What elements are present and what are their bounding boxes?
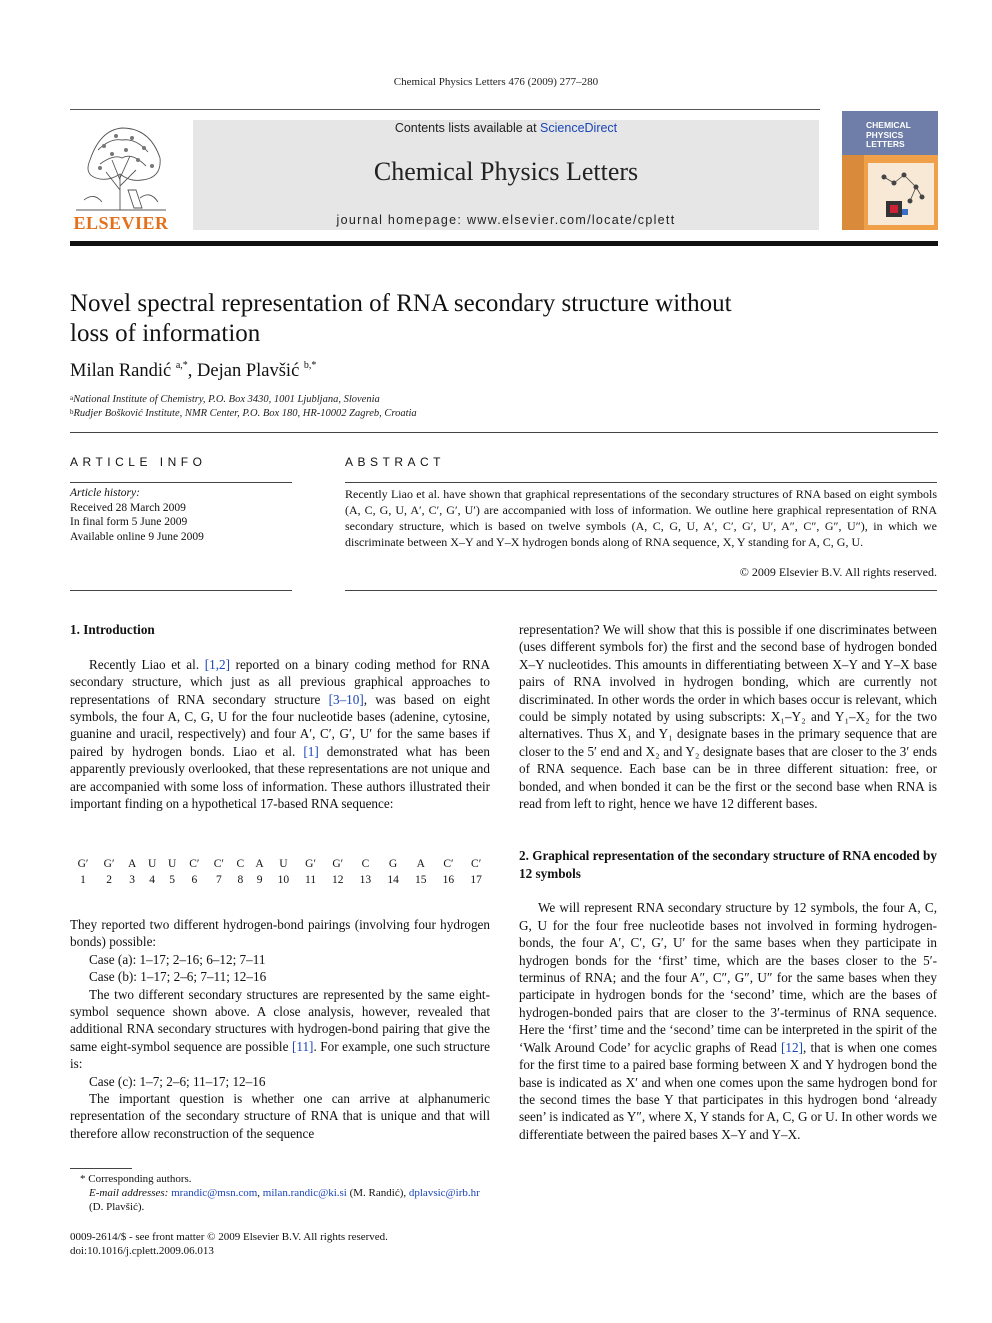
sequence-symbol: U <box>279 858 288 870</box>
doi-line[interactable]: doi:10.1016/j.cplett.2009.06.013 <box>70 1245 214 1257</box>
sequence-position: 14 <box>387 874 399 886</box>
ref-link-11[interactable]: [11] <box>291 1038 314 1054</box>
cover-title <box>866 121 911 150</box>
contents-prefix: Contents lists available at <box>394 121 541 135</box>
contents-line <box>193 121 819 135</box>
affil-a-mark: a <box>70 394 74 402</box>
affiliation-a <box>70 394 380 405</box>
intro-column-bottom <box>70 916 490 1142</box>
sequence-symbol: C′ <box>443 858 454 870</box>
ref-link-3-10[interactable]: [3–10] <box>328 691 364 707</box>
email-separator: , <box>257 1187 263 1199</box>
sequence-symbol: U <box>167 858 177 870</box>
sequence-symbol: C <box>236 858 245 870</box>
article-info-rule-top <box>70 482 292 483</box>
ref-link-1-2[interactable]: [1,2] <box>204 656 230 672</box>
sequence-symbol-row <box>70 856 490 872</box>
affil-a-text: National Institute of Chemistry, P.O. Box 3430, 1001 Ljubljana, Slovenia <box>73 394 380 405</box>
sequence-symbol: A <box>255 858 264 870</box>
sequence-position: 8 <box>237 874 244 886</box>
authors <box>70 361 316 382</box>
abstract-rule-top <box>345 482 937 483</box>
ref-link-1[interactable]: [1] <box>303 743 319 759</box>
sequence-symbol: G′ <box>77 858 89 870</box>
title-line-2: loss of information <box>70 320 261 347</box>
history-label: Article history: <box>70 487 140 499</box>
journal-reference: Chemical Physics Letters 476 (2009) 277–280 <box>393 76 599 88</box>
sequence-position: 4 <box>149 874 155 886</box>
sequence-symbol: G′ <box>332 858 344 870</box>
author-2[interactable]: Dejan Plavšić <box>197 361 300 381</box>
footnote-corresponding: Corresponding authors. <box>88 1173 192 1185</box>
intro-paragraph-2: They reported two different hydrogen-bond pairings (involving four hydrogen bonds) possible: <box>70 917 490 950</box>
top-rule <box>70 109 820 110</box>
cover-line-1: CHEMICAL <box>866 120 911 130</box>
sequence-symbol: G <box>388 858 398 870</box>
right-column <box>519 621 937 1143</box>
intro-p3-part-a: The two different secondary structures are represented by the same eight-symbol sequence shown above. A close analysis, however, revealed that additional RNA secondary structures with hydrogen-bond pairing that give the same eight-symbol sequence are possible <box>70 986 490 1054</box>
footnote-rule <box>70 1168 132 1169</box>
sequence-position: 10 <box>277 874 290 886</box>
intro-p1-part-b: reported on a binary coding method for RNA secondary structure, which just as all previous graphical approaches to representations of RNA secondary structure <box>70 656 490 707</box>
journal-homepage[interactable]: journal homepage: www.elsevier.com/locate/cplett <box>336 213 676 227</box>
case-b: Case (b): 1–17; 2–6; 7–11; 12–16 <box>89 969 267 985</box>
intro-paragraph-4: The important question is whether one can arrive at alphanumeric representation of the secondary structure of RNA that is unique and that will therefore allow reconstruction of the sequence <box>70 1091 490 1141</box>
article-info-heading: ARTICLE INFO <box>70 455 207 469</box>
bottom-info <box>70 1230 388 1258</box>
cover-illustration-icon <box>872 167 932 223</box>
sequence-number-row <box>70 872 490 888</box>
sequence-position: 1 <box>80 874 86 886</box>
affil-b-text: Rudjer Bošković Institute, NMR Center, P.O. Box 180, HR-10002 Zagreb, Croatia <box>73 408 417 419</box>
sequence-symbol: U <box>147 858 157 870</box>
section-2-part-a: We will represent RNA secondary structure by 12 symbols, the four A, C, G, U for the four free nucleotide bases not involved in forming hydrogen-bonds, the four A′, C′, G′, U′ for the same bases when they participate in hydrogen bonds for the ‘first’ time, which are the bases closer to the 5′-terminus of RNA; and the four A″, C″, G″, U″ for the same bases when they participate in hydrogen bonds for the ‘second’ time, which are the bases of hydrogen-bonded pairs that are closer to the 3′-terminus of RNA sequence. Here the ‘first’ time and the ‘second’ time can be interpreted in the spirit of the ‘Walk Around Code’ for acyclic graphs of Read <box>519 900 937 1055</box>
author-2-affil[interactable]: b,* <box>303 360 317 371</box>
sequence-symbol: C <box>361 858 370 870</box>
final-form-date: In final form 5 June 2009 <box>70 516 188 528</box>
email-label: E-mail addresses: <box>89 1187 169 1199</box>
footnote <box>70 1172 490 1214</box>
email-owner-1: (M. Randić), <box>346 1187 409 1199</box>
case-a: Case (a): 1–17; 2–16; 6–12; 7–11 <box>89 951 266 967</box>
ref-link-12[interactable]: [12] <box>781 1039 803 1055</box>
received-date: Received 28 March 2009 <box>70 501 186 514</box>
online-date: Available online 9 June 2009 <box>70 530 204 543</box>
header-divider <box>70 432 938 433</box>
rna-sequence-table <box>70 856 490 888</box>
sequence-symbol: C′ <box>213 858 224 870</box>
abstract-heading: ABSTRACT <box>345 455 446 469</box>
sequence-symbol: C′ <box>471 858 482 870</box>
sequence-position: 9 <box>256 874 263 886</box>
sequence-symbol: A <box>416 858 425 870</box>
intro-paragraph-3 <box>70 986 490 1073</box>
sequence-position: 11 <box>305 874 317 886</box>
cover-line-3: LETTERS <box>866 139 905 149</box>
author-separator: , <box>187 361 198 381</box>
author-1[interactable]: Milan Randić <box>70 361 172 381</box>
sequence-symbol: A <box>127 858 137 870</box>
author-1-affil[interactable]: a,* <box>175 360 188 371</box>
sequence-position: 12 <box>331 874 344 886</box>
case-c: Case (c): 1–7; 2–6; 11–17; 12–16 <box>89 1073 266 1089</box>
sequence-position: 7 <box>215 874 222 886</box>
abstract-rule-bottom <box>345 590 937 591</box>
intro-column-top <box>70 621 490 812</box>
intro-p1-part-a: Recently Liao et al. <box>89 656 205 672</box>
affil-b-mark: b <box>70 408 74 416</box>
sequence-symbol: G′ <box>103 858 115 870</box>
email-link-1[interactable]: mrandic@msn.com <box>171 1187 258 1199</box>
masthead-bottom-rule <box>70 241 938 246</box>
sequence-position: 3 <box>129 874 135 886</box>
affiliation-b <box>70 408 417 419</box>
abstract-copyright: © 2009 Elsevier B.V. All rights reserved. <box>739 565 937 579</box>
sequence-position: 16 <box>442 874 455 886</box>
abstract-text: Recently Liao et al. have shown that graphical representations of the secondary structures of RNA based on eight symbols (A, C, G, U, A′, C′, G′, U′) are accompanied with loss of information. We outline here graphical representation of RNA secondary structure, which is based on twelve symbols (A, C, G, U, A′, C′, G′, U′, A″, C″, G″, U″), in which we discriminate between X–Y and Y–X hydrogen bonds along of RNA sequence, X, Y standing for A, C, G, U. <box>345 487 937 550</box>
cover-line-2: PHYSICS <box>866 129 904 140</box>
sequence-position: 15 <box>415 874 427 886</box>
sequence-position: 17 <box>470 874 482 886</box>
article-title <box>70 289 830 349</box>
intro-p1-part-c: , was based on eight symbols, the four A, C, G, U for the four nucleotide bases (adenine, cytosine, guanine and uracil, respectively) and four A′, C′, G′, U′ for the same bases if paired by hydrogen bonds. Liao et al. <box>70 691 491 759</box>
article-info-rule-bottom <box>70 590 292 591</box>
sciencedirect-link[interactable]: ScienceDirect <box>540 121 618 135</box>
elsevier-wordmark: ELSEVIER <box>73 213 169 233</box>
title-line-1: Novel spectral representation of RNA secondary structure without <box>70 290 732 317</box>
intro-paragraph-1 <box>70 656 490 813</box>
issn-line: 0009-2614/$ - see front matter © 2009 Elsevier B.V. All rights reserved. <box>70 1231 388 1243</box>
journal-cover[interactable] <box>842 111 938 230</box>
intro-p3-part-b: . For example, one such structure is: <box>70 1038 491 1072</box>
sequence-position: 2 <box>106 874 112 886</box>
article-history <box>70 486 204 544</box>
section-2-paragraph <box>519 899 937 1143</box>
intro-p1-part-d: demonstrated what has been apparently previously overlooked, that these representations are not unique and are accompanied with some loss of information. These authors illustrated their important finding on a hypothetical 17-based RNA sequence: <box>70 743 490 812</box>
footnote-star: * <box>80 1173 86 1185</box>
sequence-position: 13 <box>359 874 372 886</box>
email-link-3[interactable]: dplavsic@irb.hr <box>408 1187 480 1199</box>
right-paragraph-1: representation? We will show that this is possible if one discriminates between (uses different symbols for) the first and the second base of hydrogen bonded X–Y nucleotides. This amounts in differentiating between X–Y and Y–X base pairs of RNA involved in hydrogen bonding, which are currently not discriminated. In other words the order in which bases occur is relevant, which could be simply notated by using subscripts: X₁–Y₂ and Y₁–X₂ for the two alternatives. Thus X₁ and Y₁ designate bases in the primary sequence that are closer to the 5′ end and X₂ and Y₂ designate bases that are closer to the 3′ ends of RNA sequence. Each base can be in three different situation: free, or bonded, and when bonded it can be the first or the second base when RNA is read from left to right, hence we have 12 different bases. <box>519 622 937 812</box>
intro-heading: 1. Introduction <box>70 622 155 637</box>
email-owner-2: (D. Plavšić). <box>89 1201 145 1213</box>
section-2-part-b: , that is when one comes for the first time to a paired base forming between X and Y hydrogen bond the base is indicated as X′ and when one comes upon the same hydrogen bond for the second times the base Y that participates in this hydrogen bond ‘already seen’ is indicated as Y″, where X, Y stands for A, C, G or U. In other words we differentiate between the paired bases X–Y and Y–X. <box>519 1039 937 1142</box>
sequence-symbol: C′ <box>189 858 200 870</box>
sequence-position: 6 <box>191 874 198 886</box>
sequence-symbol: G′ <box>305 858 316 870</box>
sequence-position: 5 <box>169 874 175 886</box>
journal-name: Chemical Physics Letters <box>373 157 639 186</box>
section-2-heading: 2. Graphical representation of the secondary structure of RNA encoded by 12 symbols <box>519 848 937 881</box>
email-link-2[interactable]: milan.randic@ki.si <box>262 1187 347 1199</box>
